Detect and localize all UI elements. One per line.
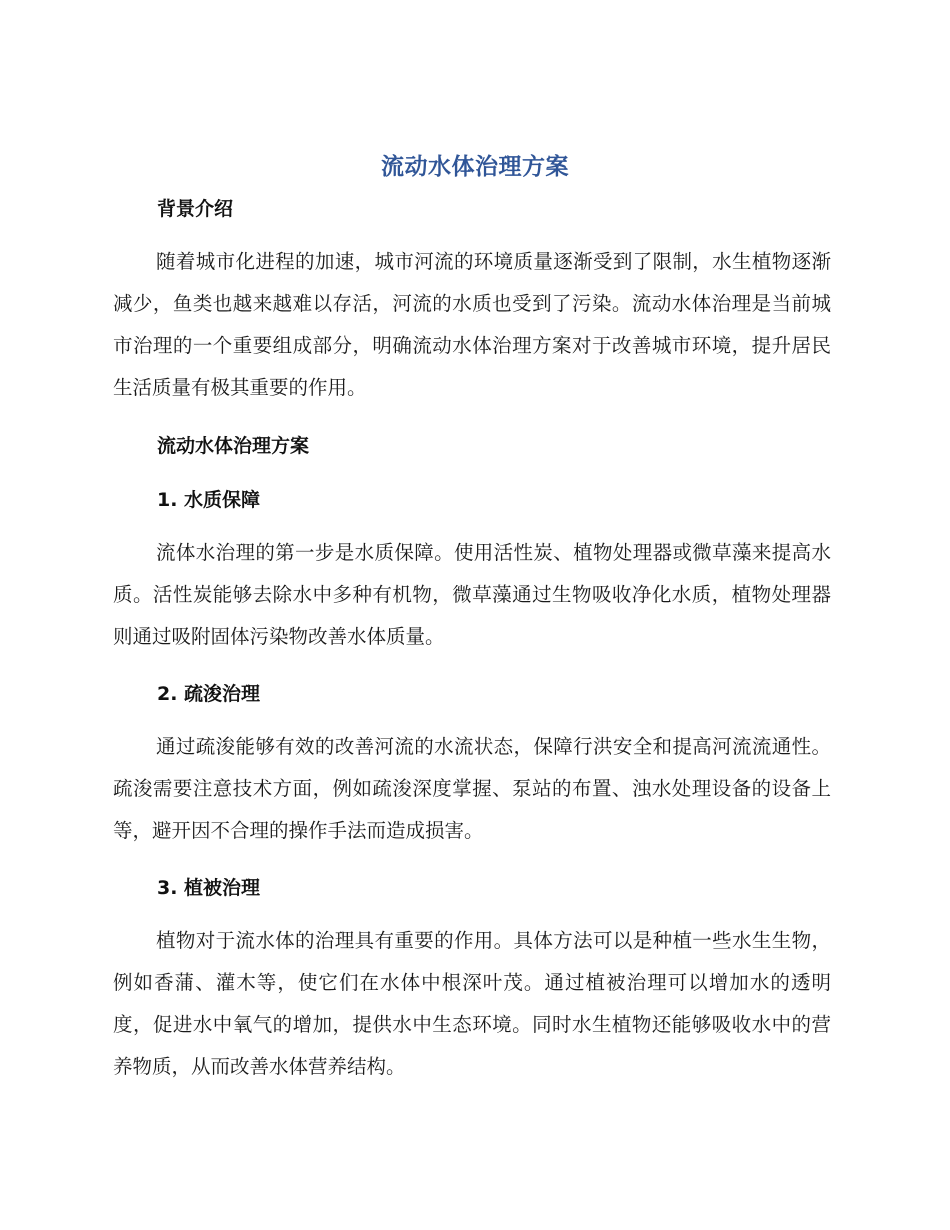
section-heading-water-quality: 1. 水质保障 — [157, 489, 261, 511]
section-heading-dredging: 2. 疏浚治理 — [157, 683, 261, 705]
section-heading-vegetation: 3. 植被治理 — [157, 877, 261, 899]
paragraph-water-quality: 流体水治理的第一步是水质保障。使用活性炭、植物处理器或微草藻来提高水质。活性炭能够去除水中多种有机物，微草藻通过生物吸收净化水质，植物处理器则通过吸附固体污染物改善水体质量。 — [113, 541, 831, 648]
paragraph-background: 随着城市化进程的加速，城市河流的环境质量逐渐受到了限制，水生植物逐渐减少，鱼类也越来越难以存活，河流的水质也受到了污染。流动水体治理是当前城市治理的一个重要组成部分，明确流动水体治理方案对于改善城市环境，提升居民生活质量有极其重要的作用。 — [113, 250, 831, 399]
section-heading-plan: 流动水体治理方案 — [157, 435, 310, 457]
paragraph-vegetation: 植物对于流水体的治理具有重要的作用。具体方法可以是种植一些水生生物，例如香蒲、灌木等，使它们在水体中根深叶茂。通过植被治理可以增加水的透明度，促进水中氧气的增加，提供水中生态环境。同时水生植物还能够吸收水中的营养物质，从而改善水体营养结构。 — [113, 929, 831, 1078]
paragraph-dredging: 通过疏浚能够有效的改善河流的水流状态，保障行洪安全和提高河流流通性。疏浚需要注意技术方面，例如疏浚深度掌握、泵站的布置、浊水处理设备的设备上等，避开因不合理的操作手法而造成损害。 — [113, 735, 831, 842]
section-heading-background: 背景介绍 — [157, 198, 234, 220]
document-title: 流动水体治理方案 — [381, 154, 569, 180]
